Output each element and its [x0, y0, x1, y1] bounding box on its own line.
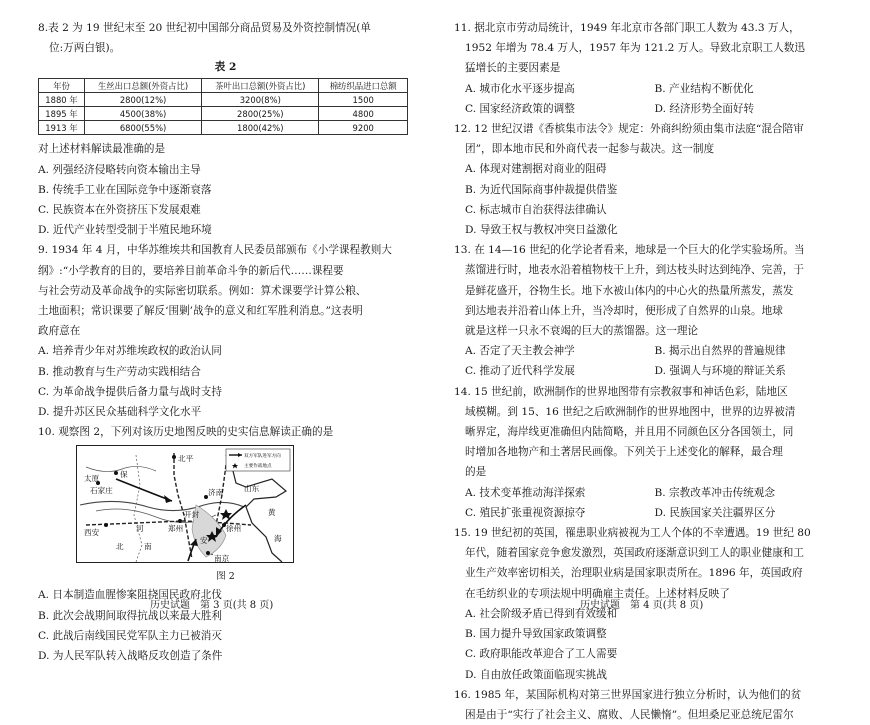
page-footer-left: 历史试题 第 3 页(共 8 页)	[150, 600, 274, 611]
q14-option-b[interactable]: B. 宗教改革冲击传统观念	[654, 486, 775, 499]
question-13	[454, 240, 844, 381]
question-11	[454, 18, 844, 119]
q10-option-c[interactable]: C. 此战后南线国民党军队主力已被消灭	[38, 629, 222, 642]
q15-option-b[interactable]: B. 国力提升导致国家政策调整	[465, 628, 607, 641]
q11-options-row	[454, 99, 844, 119]
q9-line: 与社会劳动及革命战争的实际密切联系。例如：算术课要学计算公粮、	[38, 284, 367, 297]
page-footer-right: 历史试题 第 4 页(共 8 页)	[580, 600, 704, 611]
q8-option-a[interactable]: A. 列强经济侵略转向资本输出主导	[38, 163, 201, 176]
q12-option-b[interactable]: B. 为近代国际商事仲裁提供借鉴	[465, 183, 618, 196]
place-label: 南京	[214, 554, 230, 564]
q16-line: 困是由于“实行了社会主义、腐败、人民懒惰”。但坦桑尼亚总统尼雷尔	[465, 708, 794, 721]
question-8	[38, 18, 413, 240]
q16-line: 16. 1985 年，某国际机构对第三世界国家进行独立分析时，认为他们的贫	[454, 688, 802, 701]
q11-option-a[interactable]: A. 城市化水平逐步提高	[465, 82, 575, 95]
q15-line: 在毛纺织业的专项法规中明确雇主责任。上述材料反映了	[465, 587, 730, 600]
city-dot	[104, 523, 108, 527]
legend-label: 主要作战地点	[244, 464, 272, 470]
q14-option-a[interactable]: A. 技术变革推动海洋探索	[465, 486, 586, 499]
q15-option-c[interactable]: C. 政府职能改革迎合了工人需要	[465, 648, 618, 661]
q9-option-c[interactable]: C. 为革命战争提供后备力量与战时支持	[38, 385, 222, 398]
q15-option-d[interactable]: D. 自由放任政策面临现实挑战	[465, 668, 607, 681]
place-label: 济南	[208, 488, 224, 498]
table-header: 生丝出口总额(外资占比)	[84, 79, 201, 93]
place-label: 海	[274, 534, 282, 544]
place-label: 石家庄	[90, 486, 113, 496]
table-cell: 6800(55%)	[84, 121, 201, 135]
table-cell: 3200(8%)	[202, 93, 319, 107]
q13-line: 到达地表并沿着山体上升，当冷却时，便形成了自然界的山泉。地球	[465, 304, 783, 317]
figure-caption: 图 2	[216, 571, 235, 583]
city-dot	[178, 519, 182, 523]
q15-option-a[interactable]: A. 社会阶级矛盾已得到有效缓和	[465, 607, 618, 620]
q10-option-a[interactable]: A. 日本制造血腥惨案阻挠国民政府北伐	[38, 589, 222, 602]
table-cell: 1895 年	[39, 107, 85, 121]
q14-options-row	[454, 503, 844, 523]
table-header: 年份	[39, 79, 85, 93]
q10-option-d[interactable]: D. 为人民军队转入战略反攻创造了条件	[38, 650, 223, 663]
q13-line: 13. 在 14—16 世纪的化学论者看来，地球是一个巨大的化学实验场所。当	[454, 244, 805, 257]
q13-line: 蒸馏进行时，地表水沿着植物枝干上升，到达枝头时达到纯净、完善，于	[465, 264, 804, 277]
table-cell: 2800(12%)	[84, 93, 201, 107]
place-label: 南	[144, 542, 152, 552]
q12-option-d[interactable]: D. 导致王权与教权冲突日益激化	[465, 224, 618, 237]
q14-option-c[interactable]: C. 殖民扩张重视资源掠夺	[465, 506, 586, 519]
q11-line: 猛增长的主要因素是	[465, 62, 561, 75]
q13-option-a[interactable]: A. 否定了天主教会神学	[465, 345, 575, 358]
q8-option-b[interactable]: B. 传统手工业在国际竞争中逐渐衰落	[38, 183, 212, 196]
q9-line: 9. 1934 年 4 月，中华苏维埃共和国教育人民委员部颁布《小学课程教则大	[38, 244, 392, 257]
q13-line: 是鲜花盛开，谷物生长。地下水被山体内的中心火的热量所蒸发，蒸发	[465, 284, 794, 297]
question-10	[38, 422, 413, 666]
q15-line: 业生产效率密切相关，治理职业病是国家职责所在。1896 年，英国政府	[465, 567, 803, 580]
left-page	[0, 0, 435, 663]
q12-line: 12. 12 世纪汉谱《香槟集市法令》规定：外商纠纷须由集市法庭“混合陪审	[454, 123, 804, 136]
q8-option-c[interactable]: C. 民族资本在外资挤压下发展艰难	[38, 204, 201, 217]
q9-line: 土地面积；常识课要了解反‘围剿’战争的意义和红军胜利消息。”这表明	[38, 305, 363, 318]
q11-option-b[interactable]: B. 产业结构不断优化	[654, 82, 754, 95]
place-label: 北平	[178, 454, 194, 464]
q15-line: 15. 19 世纪初的英国，罹患职业病被视为工人个体的不幸遭遇。19 世纪 80	[454, 527, 811, 540]
q13-options-row	[454, 361, 844, 381]
q11-options-row	[454, 79, 844, 99]
q13-option-d[interactable]: D. 强调人与环境的辩证关系	[654, 365, 786, 378]
table-row	[39, 121, 408, 135]
table-header-row	[39, 79, 408, 93]
table-row	[39, 93, 408, 107]
q14-line: 14. 15 世纪前，欧洲制作的世界地图带有宗教叙事和神话色彩，陆地区	[454, 385, 788, 398]
q13-options-row	[454, 341, 844, 361]
q14-line: 时增加各地物产和土著居民画像。下列关于上述变化的解释，最合理	[465, 446, 783, 459]
table-cell: 4800	[319, 107, 408, 121]
q14-line: 域模糊。到 15、16 世纪之后欧洲制作的世界地图中，世界的边界被清	[465, 405, 796, 418]
right-page	[438, 0, 870, 721]
q14-line: 晰界定，海岸线更准确但内陆简略，并且用不同颜色区分各国领土，同	[465, 426, 794, 439]
question-14	[454, 382, 844, 523]
q8-line: 位:万两白银)。	[49, 42, 121, 55]
table-cell: 1913 年	[39, 121, 85, 135]
city-dot	[114, 471, 118, 475]
q14-line: 的是	[465, 466, 487, 479]
place-label: 保	[120, 470, 128, 480]
city-dot	[172, 455, 176, 459]
city-dot	[206, 551, 210, 555]
q9-option-d[interactable]: D. 提升苏区民众基础科学文化水平	[38, 406, 202, 419]
q13-option-c[interactable]: C. 推动了近代科学发展	[465, 365, 575, 378]
q10-option-b[interactable]: B. 此次会战期间取得抗战以来最大胜利	[38, 609, 223, 622]
place-label: 山东	[244, 484, 260, 494]
q13-line: 就是这样一只永不衰竭的巨大的蒸馏器。这一理论	[465, 325, 699, 338]
q8-line: 8.表 2 为 19 世纪末至 20 世纪初中国部分商品贸易及外资控制情况(单	[38, 22, 371, 34]
table-cell: 4500(38%)	[84, 107, 201, 121]
place-label: 太原	[84, 474, 100, 484]
place-label: 北	[116, 542, 124, 552]
q15-line: 年代，随着国家竞争愈发激烈，英国政府逐渐意识到工人的职业健康和工	[465, 547, 804, 560]
table-cell: 1800(42%)	[202, 121, 319, 135]
table-cell: 9200	[319, 121, 408, 135]
q14-options-row	[454, 483, 844, 503]
table-cell: 1880 年	[39, 93, 85, 107]
place-label: 徐州	[226, 524, 242, 534]
question-16	[454, 685, 844, 725]
q8-option-d[interactable]: D. 近代产业转型受制于半殖民地环境	[38, 224, 212, 237]
question-9	[38, 240, 413, 422]
table-row	[39, 107, 408, 121]
table-cell: 2800(25%)	[202, 107, 319, 121]
q10-stem: 10. 观察图 2，下列对该历史地图反映的史实信息解读正确的是	[38, 426, 334, 439]
place-label: 黄	[268, 508, 276, 518]
q14-option-d[interactable]: D. 民族国家关注疆界区分	[654, 506, 776, 519]
q12-line: 团”，即本地市民和外商代表一起参与裁决。这一制度	[465, 143, 715, 156]
place-label: 郑州	[168, 524, 184, 534]
place-label: 西安	[84, 528, 100, 538]
place-label: 安	[200, 536, 208, 546]
q9-option-b[interactable]: B. 推动教育与生产劳动实践相结合	[38, 365, 201, 378]
table-cell: 1500	[319, 93, 408, 107]
q9-line: 政府意在	[38, 325, 81, 338]
q11-option-c[interactable]: C. 国家经济政策的调整	[465, 102, 575, 115]
trade-table	[38, 78, 408, 135]
legend-label: 双方军队进军方向	[244, 454, 281, 460]
q8-stem: 对上述材料解读最准确的是	[38, 143, 166, 156]
q13-option-b[interactable]: B. 揭示出自然界的普遍规律	[654, 345, 786, 358]
historical-map	[76, 445, 294, 563]
table-title: 表 2	[214, 61, 237, 74]
q9-line: 纲》:“小学教育的目的，要培养目前革命斗争的新后代……课程要	[38, 264, 344, 277]
question-12	[454, 119, 844, 240]
place-label: 开封	[184, 510, 200, 520]
q11-line: 11. 据北京市劳动局统计，1949 年北京市各部门职工人数为 43.3 万人，	[454, 22, 800, 34]
table-header: 棉纺织品进口总额	[319, 79, 408, 93]
q11-line: 1952 年增为 78.4 万人，1957 年为 121.2 万人。导致北京职工人数迅	[465, 42, 805, 55]
q12-option-c[interactable]: C. 标志城市自治获得法律确认	[465, 203, 607, 216]
q11-option-d[interactable]: D. 经济形势全面好转	[654, 102, 755, 115]
q12-option-a[interactable]: A. 体现对建割据对商业的阻碍	[465, 163, 607, 176]
table-header: 茶叶出口总额(外资占比)	[202, 79, 319, 93]
q9-option-a[interactable]: A. 培养青少年对苏维埃政权的政治认同	[38, 345, 222, 358]
place-label: 河	[136, 524, 144, 534]
